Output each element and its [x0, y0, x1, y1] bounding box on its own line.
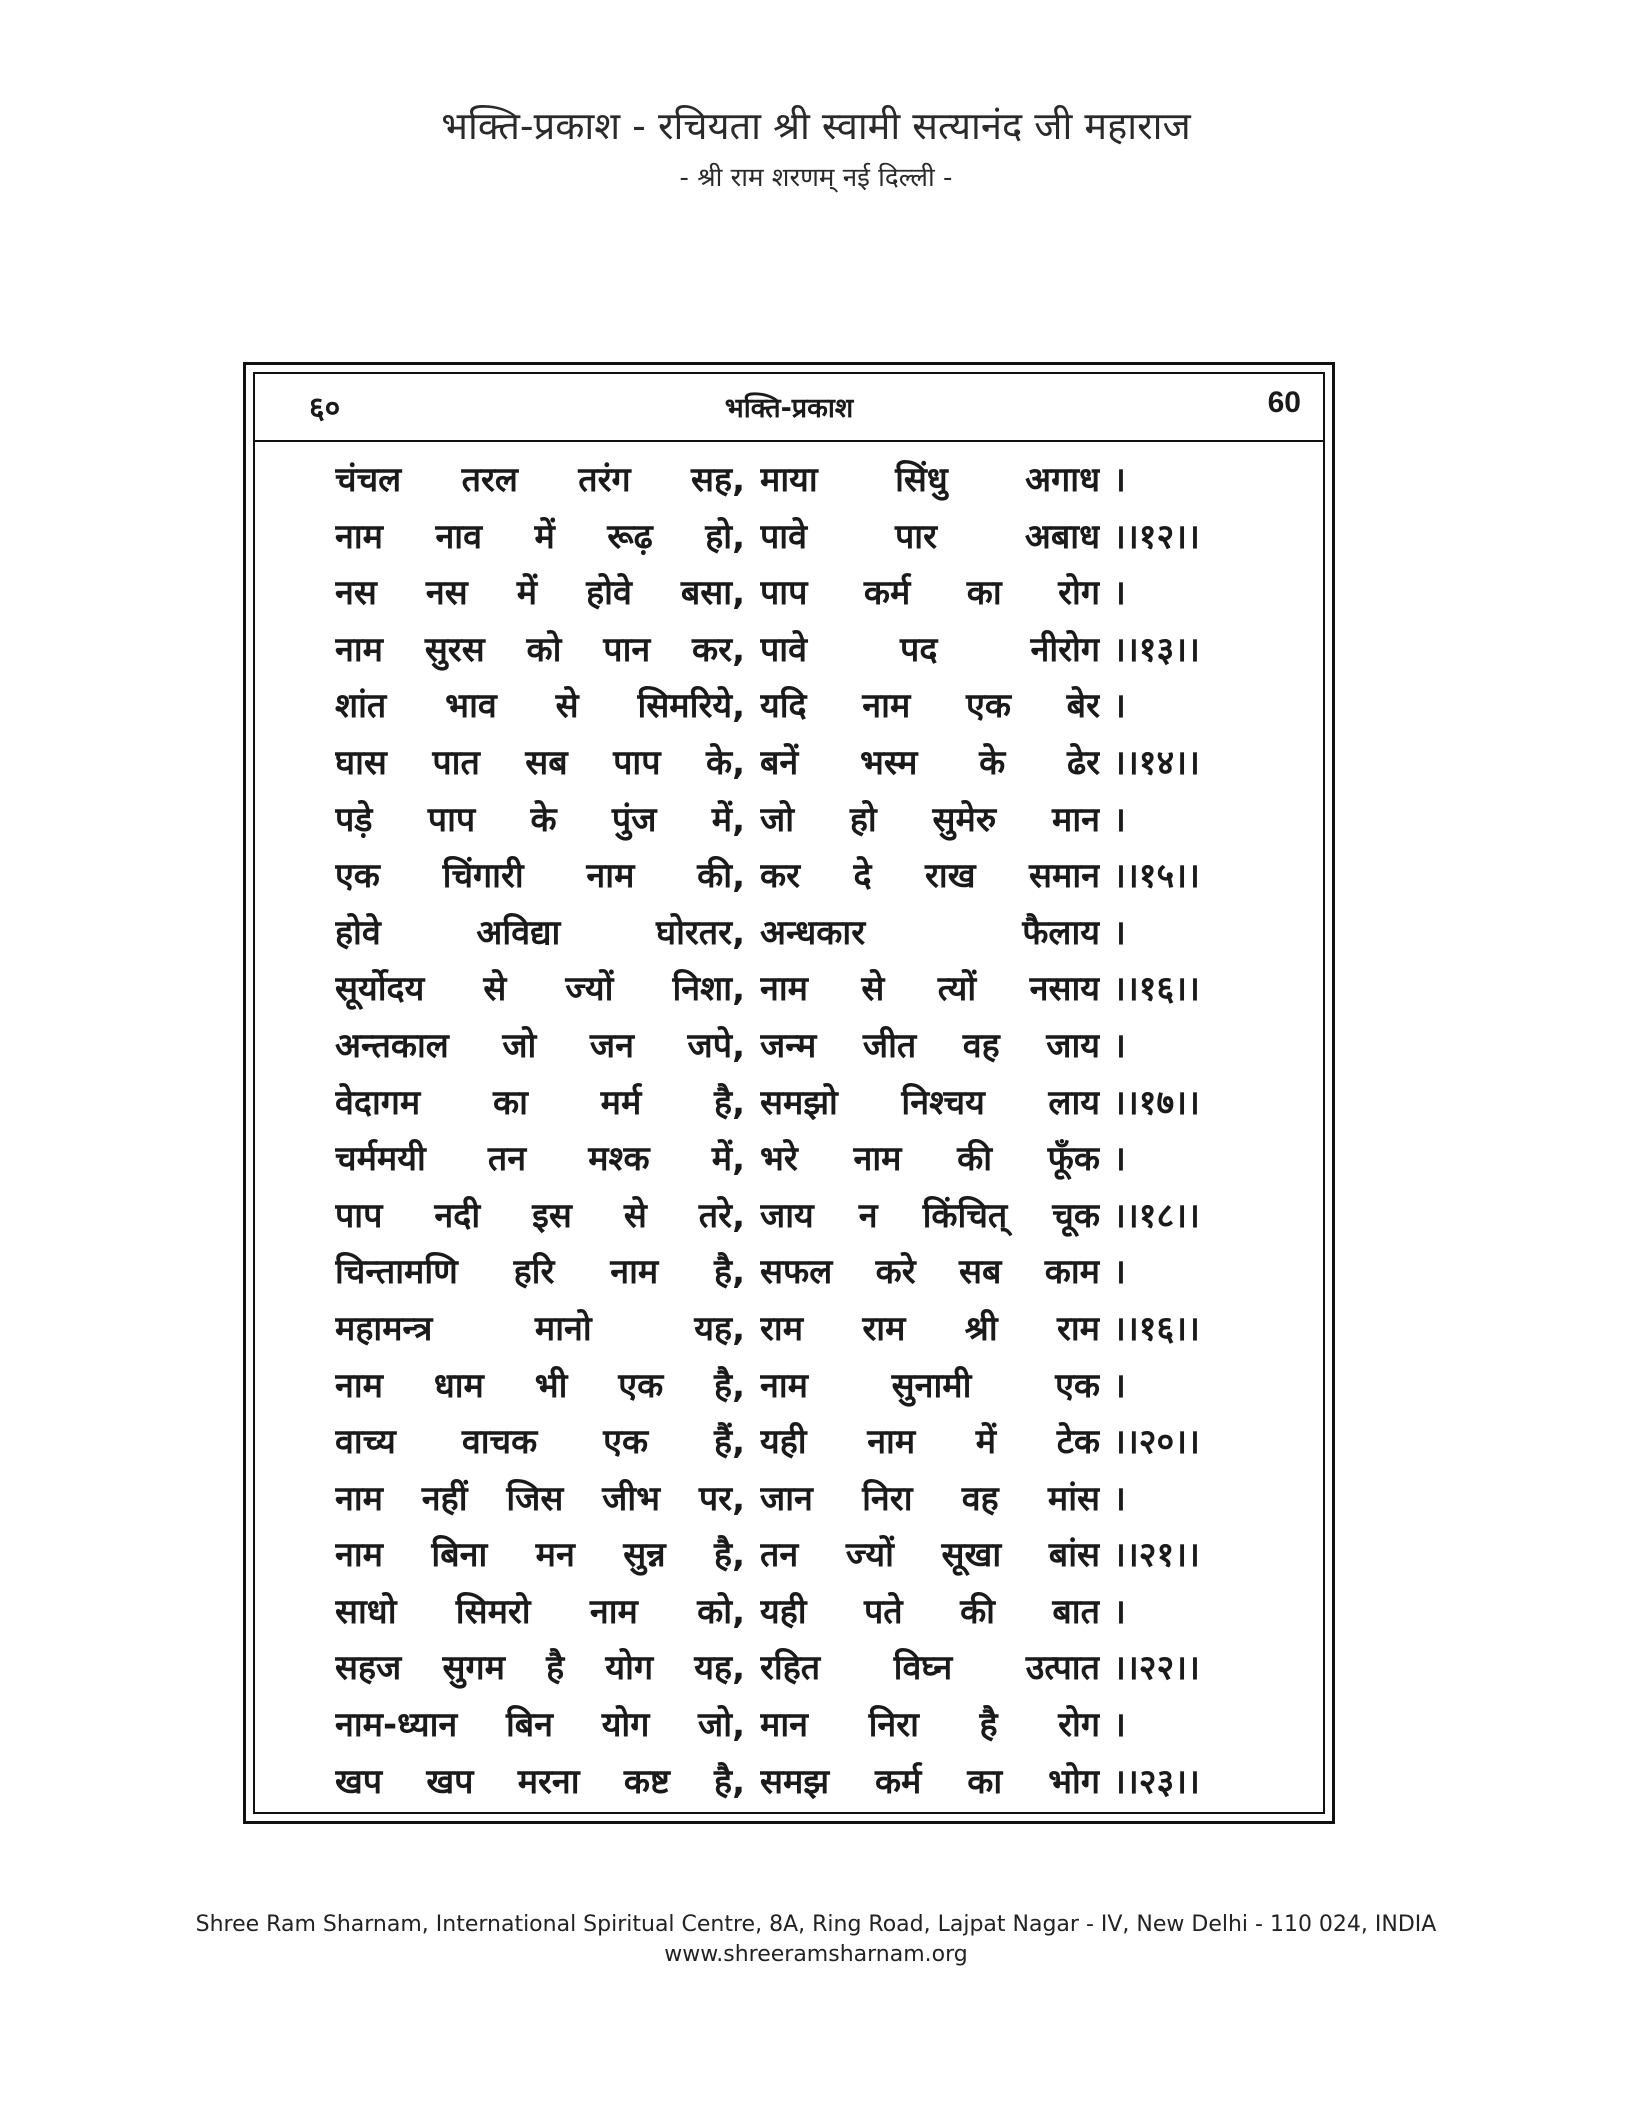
verse-line: [335, 792, 1303, 849]
verse-end-mark: ।।२२।।: [1113, 1648, 1200, 1689]
verse-line: [335, 1640, 1303, 1697]
book-page-inner-border: [253, 372, 1325, 1814]
running-head: [255, 374, 1323, 442]
verse-second-half: समझ कर्म का भोग: [760, 1761, 1100, 1802]
verse-second-half: पाप कर्म का रोग: [760, 573, 1100, 614]
verse-end-mark: ।।१६।।: [1113, 969, 1200, 1010]
verse-first-half: सहज सुगम है योग यह,: [335, 1648, 745, 1689]
verse-line: [335, 848, 1303, 905]
verse-second-half: मान निरा है रोग: [760, 1705, 1100, 1746]
verse-line: [335, 1244, 1303, 1301]
verse-end-mark: ।।२१।।: [1113, 1535, 1200, 1576]
verse-end-mark: ।।१६।।: [1113, 1308, 1200, 1349]
verse-end-mark: ।: [1113, 912, 1126, 953]
verse-end-mark: ।: [1113, 460, 1126, 500]
verse-first-half: पड़े पाप के पुंज में,: [335, 799, 745, 840]
verse-end-mark: ।।२०।।: [1113, 1422, 1200, 1463]
verse-first-half: शांत भाव से सिमरिये,: [335, 686, 745, 727]
verse-first-half: नाम धाम भी एक है,: [335, 1365, 745, 1406]
verse-second-half: जन्म जीत वह जाय: [760, 1025, 1100, 1066]
verse-end-mark: ।: [1113, 1139, 1126, 1180]
running-head-title: भक्ति-प्रकाश: [724, 393, 854, 424]
verse-end-mark: ।।१४।।: [1113, 742, 1200, 783]
verse-first-half: चर्ममयी तन मश्क में,: [335, 1139, 745, 1180]
verse-line: [335, 1358, 1303, 1415]
verse-first-half: खप खप मरना कष्ट है,: [335, 1761, 745, 1802]
verse-first-half: साधो सिमरो नाम को,: [335, 1591, 745, 1632]
verse-line: [335, 1527, 1303, 1584]
verse-first-half: नाम नहीं जिस जीभ पर,: [335, 1478, 745, 1519]
verse-line: [335, 452, 1303, 509]
footer-website: www.shreeramsharnam.org: [664, 1942, 968, 1967]
verse-end-mark: ।: [1113, 686, 1126, 727]
verse-second-half: रहित विघ्न उत्पात: [760, 1648, 1100, 1689]
verse-end-mark: ।: [1113, 1025, 1126, 1066]
verse-line: [335, 565, 1303, 622]
verse-first-half: पाप नदी इस से तरे,: [335, 1195, 745, 1236]
verse-end-mark: ।: [1113, 573, 1126, 614]
verse-line: [335, 905, 1303, 962]
document-title: भक्ति-प्रकाश - रचियता श्री स्वामी सत्यानंद जी महाराज: [441, 104, 1191, 148]
verse-end-mark: ।: [1113, 1252, 1126, 1293]
verse-second-half: जो हो सुमेरु मान: [760, 799, 1100, 840]
verse-first-half: चंचल तरल तरंग सह,: [335, 460, 745, 500]
page-footer: [0, 1910, 1632, 1970]
verse-second-half: यही पते की बात: [760, 1591, 1100, 1632]
verse-line: [335, 1471, 1303, 1528]
verse-second-half: नाम सुनामी एक: [760, 1365, 1100, 1406]
verse-end-mark: ।।१८।।: [1113, 1195, 1200, 1236]
verse-first-half: नाम-ध्यान बिन योग जो,: [335, 1705, 745, 1746]
document-subtitle: - श्री राम शरणम् नई दिल्ली -: [679, 163, 953, 193]
verse-second-half: जान निरा वह मांस: [760, 1478, 1100, 1519]
verse-line: [335, 1697, 1303, 1754]
verse-second-half: पावे पद नीरोग: [760, 629, 1100, 670]
verse-line: [335, 622, 1303, 679]
verse-first-half: वेदागम का मर्म है,: [335, 1082, 745, 1123]
page-number-arabic: 60: [1267, 386, 1301, 419]
verse-line: [335, 1754, 1303, 1811]
verse-end-mark: ।: [1113, 1365, 1126, 1406]
verse-second-half: पावे पार अबाध: [760, 516, 1100, 557]
verse-second-half: माया सिंधु अगाध: [760, 460, 1100, 500]
page-header: [0, 100, 1632, 198]
verse-end-mark: ।: [1113, 1591, 1126, 1632]
verse-line: [335, 735, 1303, 792]
verse-first-half: सूर्योदय से ज्यों निशा,: [335, 969, 745, 1010]
verse-first-half: नाम सुरस को पान कर,: [335, 629, 745, 670]
verse-line: [335, 1131, 1303, 1188]
verse-first-half: नाम नाव में रूढ़ हो,: [335, 516, 745, 557]
verse-line: [335, 1018, 1303, 1075]
verse-first-half: घास पात सब पाप के,: [335, 742, 745, 783]
verse-second-half: समझो निश्चय लाय: [760, 1082, 1100, 1123]
verse-first-half: चिन्तामणि हरि नाम है,: [335, 1252, 745, 1293]
verse-line: [335, 1414, 1303, 1471]
verse-line: [335, 1075, 1303, 1132]
verse-second-half: तन ज्यों सूखा बांस: [760, 1535, 1100, 1576]
verse-first-half: नस नस में होवे बसा,: [335, 573, 745, 614]
verse-second-half: बनें भस्म के ढेर: [760, 742, 1100, 783]
verse-end-mark: ।।१३।।: [1113, 629, 1200, 670]
verse-first-half: वाच्य वाचक एक हैं,: [335, 1422, 745, 1463]
verse-second-half: जाय न किंचित् चूक: [760, 1195, 1100, 1236]
verse-line: [335, 1584, 1303, 1641]
verse-end-mark: ।: [1113, 799, 1126, 840]
verse-second-half: नाम से त्यों नसाय: [760, 969, 1100, 1010]
verse-end-mark: ।: [1113, 1478, 1126, 1519]
verse-second-half: सफल करे सब काम: [760, 1252, 1100, 1293]
verse-second-half: भरे नाम की फूँक: [760, 1139, 1100, 1180]
verse-list: [335, 452, 1303, 1810]
verse-line: [335, 509, 1303, 566]
verse-line: [335, 1301, 1303, 1358]
page-number-devanagari: ६०: [309, 391, 341, 426]
footer-address: Shree Ram Sharnam, International Spiritual Centre, 8A, Ring Road, Lajpat Nagar - IV, New Delhi - 110 024, INDIA: [195, 1912, 1437, 1937]
scanned-book-page: [243, 362, 1335, 1824]
verse-end-mark: ।।१२।।: [1113, 516, 1200, 557]
verse-end-mark: ।: [1113, 1705, 1126, 1746]
verse-second-half: यदि नाम एक बेर: [760, 686, 1100, 727]
verse-first-half: एक चिंगारी नाम की,: [335, 856, 745, 897]
verse-first-half: महामन्त्र मानो यह,: [335, 1308, 745, 1349]
verse-end-mark: ।।१५।।: [1113, 856, 1200, 897]
verse-line: [335, 678, 1303, 735]
verse-second-half: कर दे राख समान: [760, 856, 1100, 897]
verse-line: [335, 961, 1303, 1018]
verse-end-mark: ।।२३।।: [1113, 1761, 1200, 1802]
verse-first-half: नाम बिना मन सुन्न है,: [335, 1535, 745, 1576]
verse-line: [335, 1188, 1303, 1245]
verse-end-mark: ।।१७।।: [1113, 1082, 1200, 1123]
verse-second-half: राम राम श्री राम: [760, 1308, 1100, 1349]
verse-second-half: यही नाम में टेक: [760, 1422, 1100, 1463]
verse-first-half: होवे अविद्या घोरतर,: [335, 912, 745, 953]
verse-second-half: अन्धकार फैलाय: [760, 912, 1100, 953]
verse-first-half: अन्तकाल जो जन जपे,: [335, 1025, 745, 1066]
